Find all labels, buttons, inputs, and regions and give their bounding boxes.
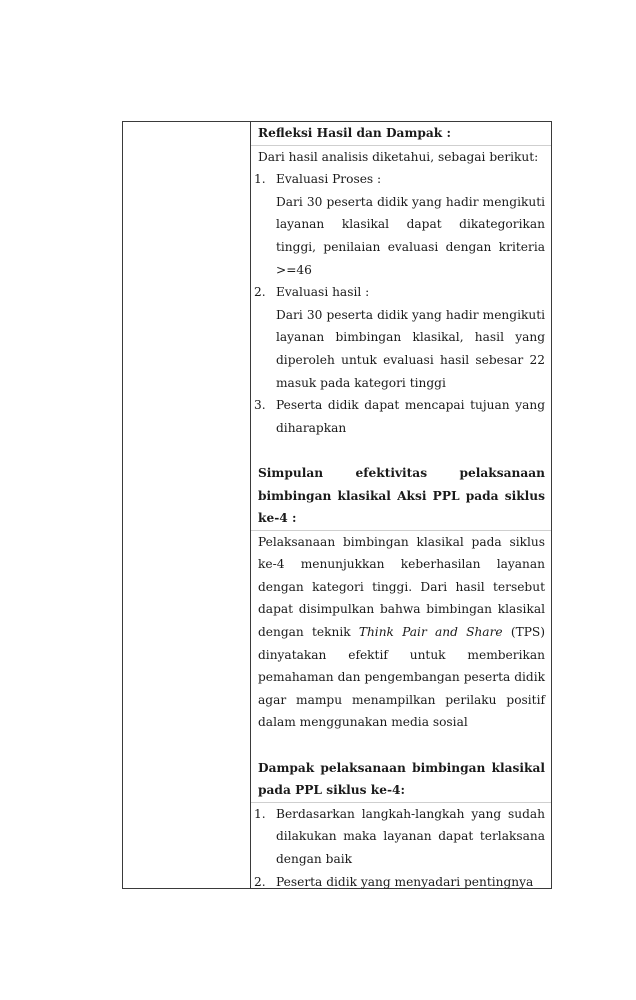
list-detail: Dari 30 peserta didik yang hadir mengikuti layanan bimbingan klasikal, hasil yang diperoleh untuk evaluasi hasil sebesar 22 masuk pada kategori tinggi	[276, 307, 545, 390]
section1-title: Refleksi Hasil dan Dampak :	[258, 126, 451, 140]
list-item	[254, 803, 545, 871]
list-number: 2.	[254, 874, 266, 889]
list-item	[254, 281, 545, 304]
list-number: 2.	[254, 285, 266, 300]
list-item	[254, 394, 545, 439]
section1-intro: Dari hasil analisis diketahui, sebagai berikut:	[258, 149, 539, 164]
section2-body-text: Pelaksanaan bimbingan klasikal pada siklus ke-4 menunjukkan keberhasilan layanan dengan kategori tinggi. Dari hasil tersebut dapat disimpulkan bahwa bimbingan klasikal dengan teknik	[258, 534, 545, 640]
section2-body	[258, 531, 545, 734]
list-detail: Dari 30 peserta didik yang hadir mengikuti layanan klasikal dapat dikategorikan tinggi, penilaian evaluasi dengan kriteria >=46	[276, 194, 545, 277]
section2-body-text-end: (TPS) dinyatakan efektif untuk memberikan pemahaman dan pengembangan peserta didik agar mampu menampilkan perilaku positif dalam menggunakan media sosial	[258, 625, 546, 730]
list-number: 3.	[254, 398, 266, 413]
reflection-table	[122, 121, 552, 889]
list-label: Evaluasi Proses :	[276, 172, 382, 187]
list-text: Peserta didik yang menyadari pentingnya	[276, 874, 534, 889]
list-number: 1.	[254, 806, 266, 821]
list-item	[254, 871, 545, 894]
list-item	[254, 168, 545, 191]
list-text: Berdasarkan langkah-langkah yang sudah dilakukan maka layanan dapat terlaksana dengan baik	[276, 806, 545, 866]
table-right-cell	[251, 122, 551, 888]
list-label: Evaluasi hasil :	[276, 285, 370, 300]
table-left-cell	[123, 122, 250, 888]
list-label: Peserta didik dapat mencapai tujuan yang diharapkan	[276, 398, 545, 435]
technique-name: Think Pair and Share	[358, 625, 503, 640]
list-number: 1.	[254, 172, 266, 187]
section2-title: Simpulan efektivitas pelaksanaan bimbingan klasikal Aksi PPL pada siklus ke-4 :	[258, 465, 545, 526]
section3-title: Dampak pelaksanaan bimbingan klasikal pada PPL siklus ke-4:	[258, 760, 545, 798]
